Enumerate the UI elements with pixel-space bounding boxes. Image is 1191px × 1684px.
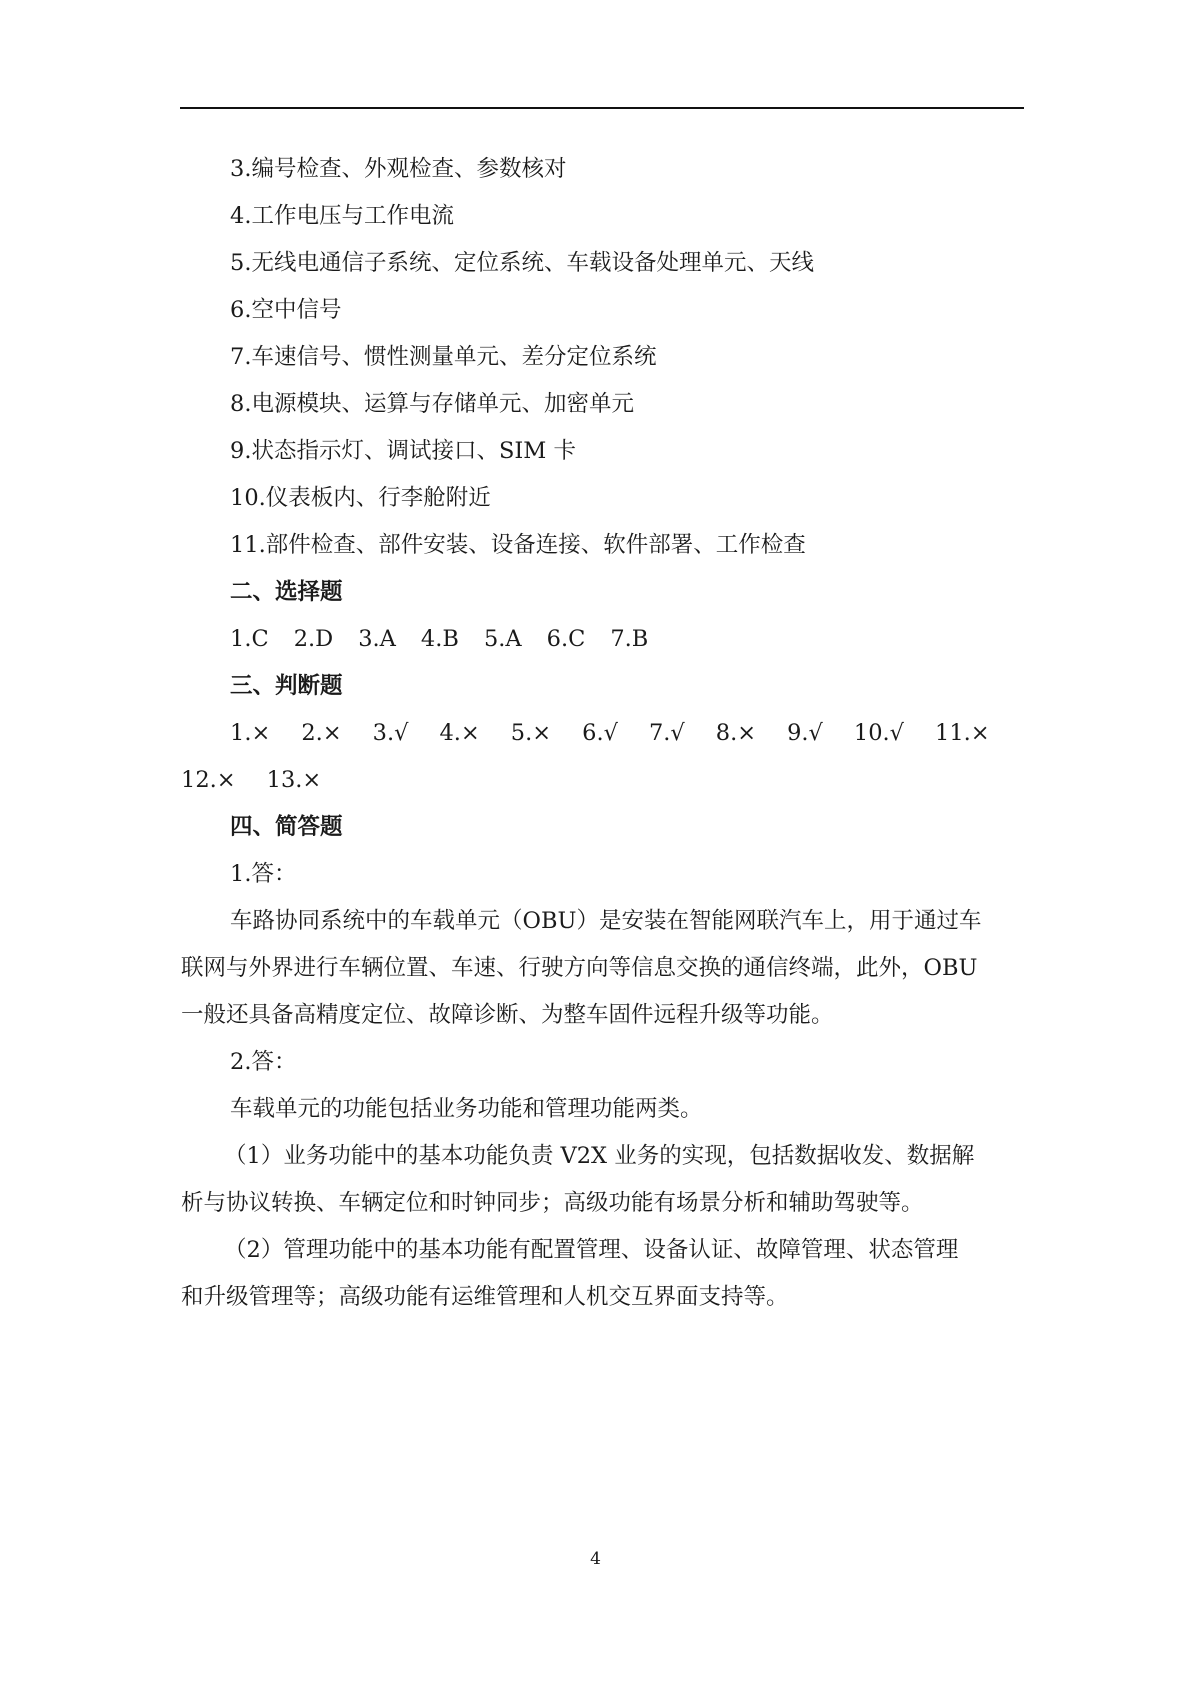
answer-item: 7.B: [610, 626, 649, 652]
q2-paragraph-line: 车载单元的功能包括业务功能和管理功能两类。: [230, 1096, 703, 1122]
answer-item: 9.√: [787, 720, 823, 746]
fill-item-10: 10.仪表板内、行李舱附近: [230, 485, 491, 511]
answer-item: 1.C: [230, 626, 269, 652]
judge-answers-line2: [181, 765, 352, 795]
answer-item: 6.C: [546, 626, 586, 652]
q1-label: 1.答：: [230, 861, 297, 887]
fill-item-6: 6.空中信号: [230, 297, 342, 323]
fill-item-7: 7.车速信号、惯性测量单元、差分定位系统: [230, 344, 657, 370]
answer-item: 2.×: [301, 720, 342, 746]
answer-item: 11.×: [935, 720, 990, 746]
answer-item: 12.×: [181, 767, 236, 793]
section-heading-choice: 二、选择题: [230, 579, 343, 605]
q2-paragraph-line: 和升级管理等；高级功能有运维管理和人机交互界面支持等。: [181, 1284, 789, 1310]
answer-item: 7.√: [648, 720, 685, 746]
answer-item: 5.×: [510, 720, 552, 746]
answer-item: 2.D: [293, 626, 334, 652]
answer-item: 13.×: [266, 767, 322, 793]
q1-paragraph-line: 联网与外界进行车辆位置、车速、行驶方向等信息交换的通信终端，此外，OBU: [181, 955, 978, 981]
section-heading-judge: 三、判断题: [230, 673, 343, 699]
header-rule: [180, 107, 1024, 109]
q1-paragraph-line: 一般还具备高精度定位、故障诊断、为整车固件远程升级等功能。: [181, 1002, 834, 1028]
judge-answers-line1: [230, 718, 990, 748]
answer-item: 3.A: [358, 626, 396, 652]
answer-item: 1.×: [230, 720, 271, 746]
answer-item: 4.B: [420, 626, 459, 652]
answer-item: 6.√: [582, 720, 618, 746]
answer-item: 5.A: [483, 626, 522, 652]
q2-paragraph-line: （2）管理功能中的基本功能有配置管理、设备认证、故障管理、状态管理: [224, 1237, 959, 1263]
q2-label: 2.答：: [230, 1049, 297, 1075]
section-heading-short-answer: 四、简答题: [230, 814, 343, 840]
fill-item-4: 4.工作电压与工作电流: [230, 203, 454, 229]
fill-item-11: 11.部件检查、部件安装、设备连接、软件部署、工作检查: [230, 532, 806, 558]
fill-item-5: 5.无线电通信子系统、定位系统、车载设备处理单元、天线: [230, 250, 814, 276]
page-number: 4: [590, 1549, 601, 1569]
q1-paragraph-line: 车路协同系统中的车载单元（OBU）是安装在智能网联汽车上，用于通过车: [230, 908, 982, 934]
answer-item: 10.√: [853, 720, 905, 746]
answer-item: 3.√: [372, 720, 409, 746]
fill-item-3: 3.编号检查、外观检查、参数核对: [230, 156, 567, 182]
fill-item-9: 9.状态指示灯、调试接口、SIM 卡: [230, 438, 576, 464]
choice-answers: [230, 624, 673, 654]
fill-item-8: 8.电源模块、运算与存储单元、加密单元: [230, 391, 634, 417]
q2-paragraph-line: （1）业务功能中的基本功能负责 V2X 业务的实现，包括数据收发、数据解: [224, 1143, 975, 1169]
q2-paragraph-line: 析与协议转换、车辆定位和时钟同步；高级功能有场景分析和辅助驾驶等。: [181, 1190, 924, 1216]
answer-item: 4.×: [439, 720, 480, 746]
answer-item: 8.×: [715, 720, 757, 746]
